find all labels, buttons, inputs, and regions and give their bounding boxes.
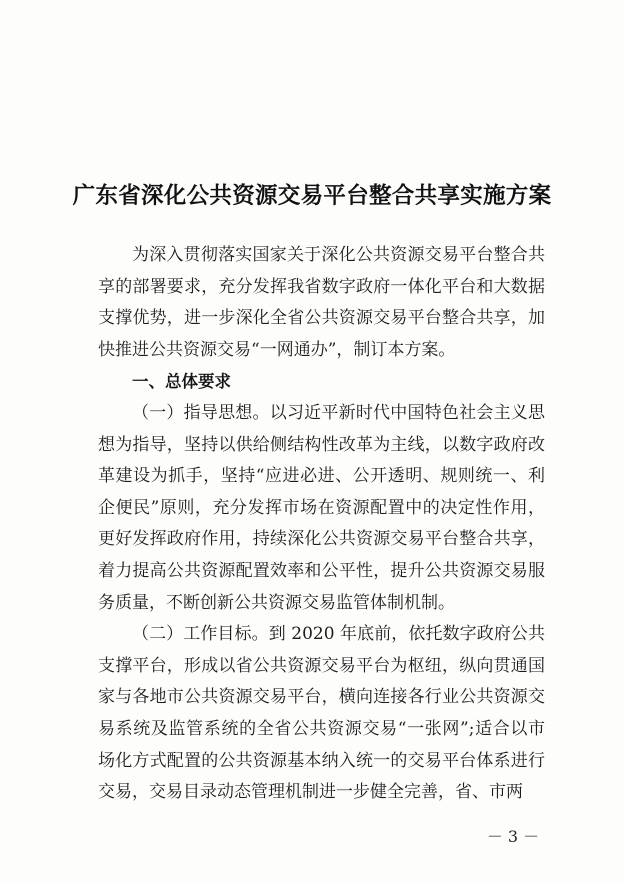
- section-heading-general-requirements: 一、总体要求: [132, 372, 231, 392]
- document-body: [98, 240, 545, 809]
- guiding-ideology-paragraph: [98, 398, 545, 619]
- page-number: － 3 －: [486, 827, 540, 846]
- guiding-ideology-text: 以习近平新时代中国特色社会主义思想为指导，坚持以供给侧结构性改革为主线，以数字政府改革建设为抓手，坚持“应进必进、公开透明、规则统一、利企便民”原则，充分发挥市场在资源配置中的决定性作用，更好发挥政府作用，持续深化公共资源交易平台整合共享，着力提高公共资源配置效率和公平性，提升公共资源交易服务质量，不断创新公共资源交易监管体制机制。: [98, 402, 546, 613]
- work-goals-text: 到 2020 年底前，依托数字政府公共支撑平台，形成以省公共资源交易平台为枢纽，纵向贯通国家与各地市公共资源交易平台，横向连接各行业公共资源交易系统及监管系统的全省公共资源交易“一张网”;适合以市场化方式配置的公共资源基本纳入统一的交易平台体系进行交易，交易目录动态管理机制进一步健全完善，省、市两: [98, 624, 545, 803]
- guiding-ideology-label: （一）指导思想。: [132, 402, 270, 423]
- document-title: 广东省深化公共资源交易平台整合共享实施方案: [72, 183, 552, 209]
- work-goals-label: （二）工作目标。: [132, 624, 269, 645]
- intro-paragraph: 为深入贯彻落实国家关于深化公共资源交易平台整合共享的部署要求，充分发挥我省数字政府一体化平台和大数据支撑优势，进一步深化全省公共资源交易平台整合共享，加快推进公共资源交易“一网通办”，制订本方案。: [98, 245, 545, 360]
- work-goals-paragraph: [98, 619, 545, 809]
